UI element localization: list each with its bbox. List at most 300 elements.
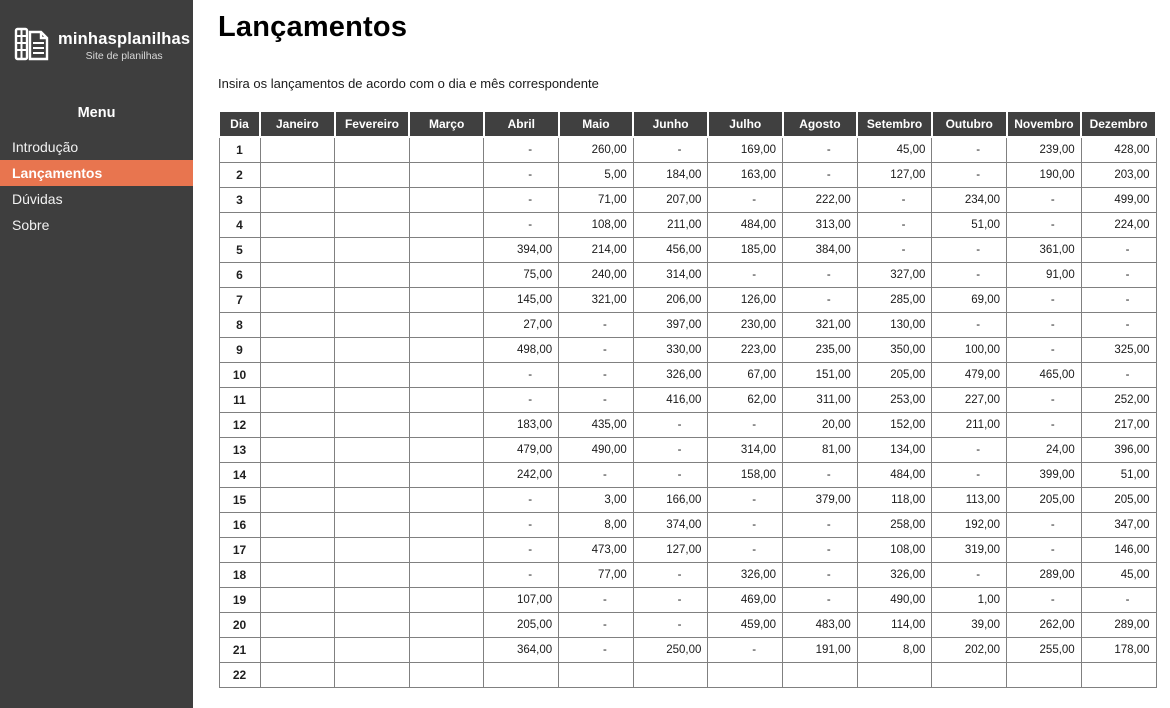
day-cell[interactable]: 5 [219, 237, 260, 262]
value-cell[interactable]: - [1007, 537, 1082, 562]
sidebar-item-lancamentos[interactable]: Lançamentos [0, 160, 193, 186]
value-cell[interactable]: 396,00 [1081, 437, 1156, 462]
day-cell[interactable]: 2 [219, 162, 260, 187]
value-cell[interactable]: - [783, 562, 858, 587]
value-cell[interactable]: 108,00 [559, 212, 634, 237]
value-cell[interactable] [260, 312, 335, 337]
value-cell[interactable]: 326,00 [708, 562, 783, 587]
value-cell[interactable]: 203,00 [1081, 162, 1156, 187]
value-cell[interactable]: - [857, 212, 932, 237]
value-cell[interactable]: 20,00 [783, 412, 858, 437]
value-cell[interactable] [409, 337, 484, 362]
value-cell[interactable]: 428,00 [1081, 137, 1156, 162]
value-cell[interactable]: 242,00 [484, 462, 559, 487]
day-cell[interactable]: 6 [219, 262, 260, 287]
value-cell[interactable]: - [708, 487, 783, 512]
value-cell[interactable]: - [1081, 362, 1156, 387]
value-cell[interactable]: 384,00 [783, 237, 858, 262]
value-cell[interactable] [409, 262, 484, 287]
value-cell[interactable]: 235,00 [783, 337, 858, 362]
value-cell[interactable] [409, 412, 484, 437]
value-cell[interactable]: 255,00 [1007, 637, 1082, 662]
value-cell[interactable] [857, 662, 932, 687]
value-cell[interactable]: - [559, 312, 634, 337]
value-cell[interactable]: 252,00 [1081, 387, 1156, 412]
value-cell[interactable]: 224,00 [1081, 212, 1156, 237]
value-cell[interactable]: 260,00 [559, 137, 634, 162]
value-cell[interactable]: - [633, 562, 708, 587]
value-cell[interactable]: - [783, 462, 858, 487]
value-cell[interactable]: 399,00 [1007, 462, 1082, 487]
value-cell[interactable] [335, 137, 410, 162]
value-cell[interactable]: 435,00 [559, 412, 634, 437]
value-cell[interactable]: - [857, 237, 932, 262]
value-cell[interactable]: 258,00 [857, 512, 932, 537]
value-cell[interactable] [335, 487, 410, 512]
value-cell[interactable]: 127,00 [857, 162, 932, 187]
value-cell[interactable]: 134,00 [857, 437, 932, 462]
value-cell[interactable] [335, 662, 410, 687]
value-cell[interactable]: 479,00 [484, 437, 559, 462]
value-cell[interactable] [260, 237, 335, 262]
value-cell[interactable]: - [633, 587, 708, 612]
value-cell[interactable] [409, 662, 484, 687]
value-cell[interactable]: 205,00 [857, 362, 932, 387]
value-cell[interactable]: - [633, 612, 708, 637]
value-cell[interactable]: - [484, 162, 559, 187]
value-cell[interactable]: 416,00 [633, 387, 708, 412]
value-cell[interactable] [260, 587, 335, 612]
value-cell[interactable]: 152,00 [857, 412, 932, 437]
value-cell[interactable]: - [932, 562, 1007, 587]
value-cell[interactable] [335, 262, 410, 287]
value-cell[interactable] [260, 537, 335, 562]
value-cell[interactable] [932, 662, 1007, 687]
value-cell[interactable]: 75,00 [484, 262, 559, 287]
column-header-outubro: Outubro [932, 111, 1007, 137]
value-cell[interactable]: 350,00 [857, 337, 932, 362]
value-cell[interactable]: 364,00 [484, 637, 559, 662]
value-cell[interactable] [335, 412, 410, 437]
value-cell[interactable]: - [1007, 412, 1082, 437]
value-cell[interactable]: - [484, 487, 559, 512]
value-cell[interactable] [409, 537, 484, 562]
day-cell[interactable]: 8 [219, 312, 260, 337]
value-cell[interactable]: 239,00 [1007, 137, 1082, 162]
value-cell[interactable] [335, 212, 410, 237]
value-cell[interactable] [260, 362, 335, 387]
value-cell[interactable] [335, 362, 410, 387]
value-cell[interactable]: 326,00 [633, 362, 708, 387]
value-cell[interactable]: 71,00 [559, 187, 634, 212]
value-cell[interactable]: 45,00 [1081, 562, 1156, 587]
value-cell[interactable]: 262,00 [1007, 612, 1082, 637]
value-cell[interactable]: 184,00 [633, 162, 708, 187]
value-cell[interactable] [1007, 662, 1082, 687]
value-cell[interactable]: - [484, 562, 559, 587]
table-row [219, 437, 1156, 462]
value-cell[interactable]: 191,00 [783, 637, 858, 662]
value-cell[interactable]: 490,00 [857, 587, 932, 612]
value-cell[interactable]: - [1081, 262, 1156, 287]
value-cell[interactable]: - [783, 537, 858, 562]
value-cell[interactable]: - [708, 262, 783, 287]
day-cell[interactable]: 4 [219, 212, 260, 237]
value-cell[interactable]: - [559, 462, 634, 487]
value-cell[interactable] [783, 662, 858, 687]
value-cell[interactable]: 347,00 [1081, 512, 1156, 537]
value-cell[interactable]: - [559, 337, 634, 362]
value-cell[interactable]: 314,00 [708, 437, 783, 462]
column-header-agosto: Agosto [783, 111, 858, 137]
value-cell[interactable]: 240,00 [559, 262, 634, 287]
value-cell[interactable]: 289,00 [1007, 562, 1082, 587]
day-cell[interactable]: 21 [219, 637, 260, 662]
value-cell[interactable]: 361,00 [1007, 237, 1082, 262]
value-cell[interactable]: 311,00 [783, 387, 858, 412]
value-cell[interactable]: 190,00 [1007, 162, 1082, 187]
value-cell[interactable]: 379,00 [783, 487, 858, 512]
value-cell[interactable] [335, 437, 410, 462]
value-cell[interactable] [409, 137, 484, 162]
value-cell[interactable]: - [484, 387, 559, 412]
value-cell[interactable]: - [932, 237, 1007, 262]
value-cell[interactable]: 289,00 [1081, 612, 1156, 637]
value-cell[interactable]: 107,00 [484, 587, 559, 612]
value-cell[interactable] [409, 237, 484, 262]
value-cell[interactable]: 69,00 [932, 287, 1007, 312]
value-cell[interactable] [335, 162, 410, 187]
value-cell[interactable] [260, 487, 335, 512]
value-cell[interactable]: 183,00 [484, 412, 559, 437]
value-cell[interactable]: - [633, 137, 708, 162]
value-cell[interactable] [335, 312, 410, 337]
value-cell[interactable] [260, 262, 335, 287]
value-cell[interactable]: 130,00 [857, 312, 932, 337]
value-cell[interactable]: - [1007, 187, 1082, 212]
value-cell[interactable] [335, 637, 410, 662]
sidebar-item-sobre[interactable]: Sobre [12, 217, 50, 233]
value-cell[interactable] [260, 637, 335, 662]
value-cell[interactable]: - [783, 587, 858, 612]
value-cell[interactable] [260, 412, 335, 437]
value-cell[interactable]: - [932, 437, 1007, 462]
sidebar-item-introducao[interactable]: Introdução [12, 139, 79, 155]
value-cell[interactable]: 5,00 [559, 162, 634, 187]
value-cell[interactable] [335, 287, 410, 312]
value-cell[interactable]: - [1007, 587, 1082, 612]
value-cell[interactable]: - [932, 137, 1007, 162]
value-cell[interactable]: 234,00 [932, 187, 1007, 212]
value-cell[interactable]: 51,00 [932, 212, 1007, 237]
value-cell[interactable]: 39,00 [932, 612, 1007, 637]
value-cell[interactable] [409, 462, 484, 487]
value-cell[interactable]: 394,00 [484, 237, 559, 262]
value-cell[interactable]: 326,00 [857, 562, 932, 587]
value-cell[interactable]: 126,00 [708, 287, 783, 312]
value-cell[interactable]: 51,00 [1081, 462, 1156, 487]
day-cell[interactable]: 1 [219, 137, 260, 162]
value-cell[interactable]: 456,00 [633, 237, 708, 262]
value-cell[interactable]: 24,00 [1007, 437, 1082, 462]
value-cell[interactable]: 469,00 [708, 587, 783, 612]
value-cell[interactable]: 227,00 [932, 387, 1007, 412]
value-cell[interactable]: 205,00 [1007, 487, 1082, 512]
value-cell[interactable]: 62,00 [708, 387, 783, 412]
value-cell[interactable]: - [1007, 212, 1082, 237]
value-cell[interactable]: - [484, 362, 559, 387]
site-logo[interactable] [0, 0, 193, 69]
value-cell[interactable]: 214,00 [559, 237, 634, 262]
value-cell[interactable]: 314,00 [633, 262, 708, 287]
value-cell[interactable]: 313,00 [783, 212, 858, 237]
value-cell[interactable] [260, 512, 335, 537]
value-cell[interactable]: 211,00 [633, 212, 708, 237]
value-cell[interactable]: - [1007, 387, 1082, 412]
value-cell[interactable]: 319,00 [932, 537, 1007, 562]
day-cell[interactable]: 14 [219, 462, 260, 487]
day-cell[interactable]: 9 [219, 337, 260, 362]
day-cell[interactable]: 22 [219, 662, 260, 687]
day-cell[interactable]: 17 [219, 537, 260, 562]
value-cell[interactable]: 3,00 [559, 487, 634, 512]
value-cell[interactable]: 397,00 [633, 312, 708, 337]
value-cell[interactable]: - [1007, 287, 1082, 312]
value-cell[interactable]: 8,00 [559, 512, 634, 537]
day-cell[interactable]: 13 [219, 437, 260, 462]
value-cell[interactable]: 473,00 [559, 537, 634, 562]
value-cell[interactable] [409, 212, 484, 237]
value-cell[interactable]: 325,00 [1081, 337, 1156, 362]
value-cell[interactable]: - [857, 187, 932, 212]
value-cell[interactable]: - [1007, 337, 1082, 362]
value-cell[interactable]: 202,00 [932, 637, 1007, 662]
value-cell[interactable] [409, 387, 484, 412]
value-cell[interactable] [633, 662, 708, 687]
value-cell[interactable]: 67,00 [708, 362, 783, 387]
value-cell[interactable]: 151,00 [783, 362, 858, 387]
day-cell[interactable]: 20 [219, 612, 260, 637]
value-cell[interactable]: 45,00 [857, 137, 932, 162]
day-cell[interactable]: 19 [219, 587, 260, 612]
value-cell[interactable]: 250,00 [633, 637, 708, 662]
value-cell[interactable] [335, 612, 410, 637]
column-header-julho: Julho [708, 111, 783, 137]
value-cell[interactable] [409, 512, 484, 537]
value-cell[interactable] [335, 187, 410, 212]
day-cell[interactable]: 15 [219, 487, 260, 512]
value-cell[interactable] [335, 512, 410, 537]
value-cell[interactable]: - [633, 412, 708, 437]
value-cell[interactable]: - [559, 387, 634, 412]
table-row [219, 362, 1156, 387]
value-cell[interactable]: 479,00 [932, 362, 1007, 387]
value-cell[interactable] [260, 212, 335, 237]
value-cell[interactable] [409, 437, 484, 462]
value-cell[interactable]: 27,00 [484, 312, 559, 337]
table-row [219, 562, 1156, 587]
value-cell[interactable]: - [932, 462, 1007, 487]
day-cell[interactable]: 12 [219, 412, 260, 437]
value-cell[interactable]: 108,00 [857, 537, 932, 562]
value-cell[interactable]: 484,00 [708, 212, 783, 237]
value-cell[interactable]: - [783, 137, 858, 162]
value-cell[interactable]: - [559, 587, 634, 612]
value-cell[interactable] [484, 662, 559, 687]
value-cell[interactable]: - [708, 187, 783, 212]
value-cell[interactable]: - [1081, 237, 1156, 262]
value-cell[interactable]: - [484, 137, 559, 162]
value-cell[interactable] [335, 587, 410, 612]
value-cell[interactable]: 166,00 [633, 487, 708, 512]
value-cell[interactable]: - [1081, 312, 1156, 337]
value-cell[interactable]: - [1007, 312, 1082, 337]
value-cell[interactable]: - [708, 512, 783, 537]
day-cell[interactable]: 3 [219, 187, 260, 212]
value-cell[interactable]: - [932, 312, 1007, 337]
value-cell[interactable]: - [708, 412, 783, 437]
value-cell[interactable] [260, 162, 335, 187]
value-cell[interactable]: 114,00 [857, 612, 932, 637]
sidebar-item-duvidas[interactable]: Dúvidas [12, 191, 63, 207]
value-cell[interactable]: - [932, 162, 1007, 187]
day-cell[interactable]: 10 [219, 362, 260, 387]
value-cell[interactable]: 8,00 [857, 637, 932, 662]
value-cell[interactable]: - [1081, 587, 1156, 612]
day-cell[interactable]: 18 [219, 562, 260, 587]
value-cell[interactable] [409, 487, 484, 512]
value-cell[interactable]: 100,00 [932, 337, 1007, 362]
value-cell[interactable]: 459,00 [708, 612, 783, 637]
value-cell[interactable] [409, 362, 484, 387]
value-cell[interactable]: - [559, 637, 634, 662]
value-cell[interactable] [559, 662, 634, 687]
value-cell[interactable]: 483,00 [783, 612, 858, 637]
value-cell[interactable] [260, 387, 335, 412]
value-cell[interactable] [335, 562, 410, 587]
value-cell[interactable]: 127,00 [633, 537, 708, 562]
value-cell[interactable]: 222,00 [783, 187, 858, 212]
value-cell[interactable]: 185,00 [708, 237, 783, 262]
day-cell[interactable]: 16 [219, 512, 260, 537]
value-cell[interactable]: 207,00 [633, 187, 708, 212]
value-cell[interactable] [409, 612, 484, 637]
value-cell[interactable]: 465,00 [1007, 362, 1082, 387]
value-cell[interactable]: 498,00 [484, 337, 559, 362]
value-cell[interactable]: 81,00 [783, 437, 858, 462]
value-cell[interactable] [335, 462, 410, 487]
value-cell[interactable]: 91,00 [1007, 262, 1082, 287]
value-cell[interactable]: 77,00 [559, 562, 634, 587]
value-cell[interactable]: 178,00 [1081, 637, 1156, 662]
table-row [219, 487, 1156, 512]
value-cell[interactable] [409, 637, 484, 662]
value-cell[interactable] [409, 287, 484, 312]
value-cell[interactable]: 490,00 [559, 437, 634, 462]
day-cell[interactable]: 11 [219, 387, 260, 412]
value-cell[interactable]: - [633, 437, 708, 462]
value-cell[interactable]: 321,00 [559, 287, 634, 312]
value-cell[interactable]: 145,00 [484, 287, 559, 312]
value-cell[interactable]: - [708, 637, 783, 662]
value-cell[interactable] [335, 237, 410, 262]
value-cell[interactable]: - [932, 262, 1007, 287]
value-cell[interactable] [409, 562, 484, 587]
value-cell[interactable] [260, 437, 335, 462]
value-cell[interactable] [409, 312, 484, 337]
value-cell[interactable]: - [559, 362, 634, 387]
value-cell[interactable] [260, 462, 335, 487]
value-cell[interactable]: 374,00 [633, 512, 708, 537]
value-cell[interactable] [260, 287, 335, 312]
value-cell[interactable]: 223,00 [708, 337, 783, 362]
value-cell[interactable]: - [484, 512, 559, 537]
value-cell[interactable] [260, 187, 335, 212]
value-cell[interactable]: 169,00 [708, 137, 783, 162]
value-cell[interactable]: - [1081, 287, 1156, 312]
value-cell[interactable]: 118,00 [857, 487, 932, 512]
value-cell[interactable] [260, 137, 335, 162]
value-cell[interactable]: - [783, 162, 858, 187]
value-cell[interactable] [409, 187, 484, 212]
value-cell[interactable]: 211,00 [932, 412, 1007, 437]
value-cell[interactable] [708, 662, 783, 687]
value-cell[interactable] [260, 337, 335, 362]
value-cell[interactable]: 205,00 [1081, 487, 1156, 512]
value-cell[interactable]: 192,00 [932, 512, 1007, 537]
table-row [219, 187, 1156, 212]
value-cell[interactable]: - [783, 287, 858, 312]
value-cell[interactable] [1081, 662, 1156, 687]
value-cell[interactable]: 158,00 [708, 462, 783, 487]
value-cell[interactable]: - [783, 512, 858, 537]
value-cell[interactable]: 205,00 [484, 612, 559, 637]
day-cell[interactable]: 7 [219, 287, 260, 312]
value-cell[interactable]: 330,00 [633, 337, 708, 362]
value-cell[interactable] [335, 537, 410, 562]
value-cell[interactable]: 217,00 [1081, 412, 1156, 437]
value-cell[interactable]: 1,00 [932, 587, 1007, 612]
value-cell[interactable]: - [1007, 512, 1082, 537]
value-cell[interactable] [335, 387, 410, 412]
value-cell[interactable] [409, 162, 484, 187]
value-cell[interactable]: 285,00 [857, 287, 932, 312]
value-cell[interactable]: 253,00 [857, 387, 932, 412]
value-cell[interactable]: - [708, 537, 783, 562]
main-content [193, 0, 1170, 708]
value-cell[interactable] [260, 612, 335, 637]
value-cell[interactable]: 113,00 [932, 487, 1007, 512]
value-cell[interactable] [409, 587, 484, 612]
value-cell[interactable]: - [783, 262, 858, 287]
value-cell[interactable] [260, 562, 335, 587]
value-cell[interactable]: 163,00 [708, 162, 783, 187]
value-cell[interactable]: - [484, 187, 559, 212]
value-cell[interactable]: 499,00 [1081, 187, 1156, 212]
value-cell[interactable] [335, 337, 410, 362]
value-cell[interactable]: 484,00 [857, 462, 932, 487]
value-cell[interactable]: 321,00 [783, 312, 858, 337]
value-cell[interactable]: 230,00 [708, 312, 783, 337]
value-cell[interactable]: - [559, 612, 634, 637]
value-cell[interactable]: - [484, 537, 559, 562]
value-cell[interactable]: 206,00 [633, 287, 708, 312]
value-cell[interactable]: - [633, 462, 708, 487]
value-cell[interactable] [260, 662, 335, 687]
value-cell[interactable]: 327,00 [857, 262, 932, 287]
value-cell[interactable]: 146,00 [1081, 537, 1156, 562]
value-cell[interactable]: - [484, 212, 559, 237]
